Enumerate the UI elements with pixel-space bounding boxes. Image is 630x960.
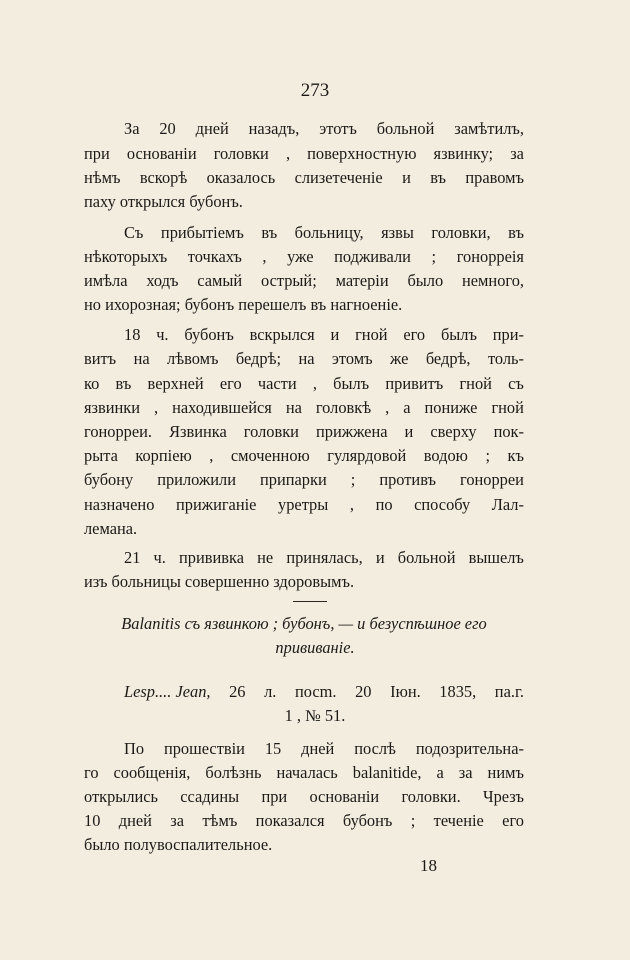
word: 20 [159, 119, 176, 138]
word: По [124, 739, 145, 758]
word: съ [508, 374, 524, 393]
word: , [154, 398, 159, 417]
word: головки [213, 144, 269, 163]
word: прошествіи [163, 739, 245, 758]
word: смоченною [230, 446, 310, 465]
word: оказалось [206, 168, 276, 187]
word: головки, [431, 223, 491, 242]
word: острый; [260, 271, 317, 290]
word: нимъ [487, 763, 524, 782]
word: слизетеченіе [294, 168, 383, 187]
text-line: но ихорозная; бубонъ перешелъ въ нагноеніе. [84, 295, 403, 314]
word: тѣмъ [202, 811, 238, 830]
word: дней [195, 119, 229, 138]
word: на [133, 349, 150, 368]
word: бедрѣ, [425, 349, 471, 368]
word: гулярдовой [327, 446, 407, 465]
word: дней [118, 811, 152, 830]
reference-part: 1835, [439, 682, 477, 701]
word: подживали [334, 247, 411, 266]
word: дней [301, 739, 335, 758]
word: теченіе [433, 811, 484, 830]
word: было [407, 271, 444, 290]
word: ч. [153, 548, 166, 567]
word: ч. [156, 325, 169, 344]
word: и [375, 548, 385, 567]
case-reference-line-1 [124, 682, 524, 702]
word: гонорреи [460, 470, 524, 489]
word: приложили [157, 470, 236, 489]
word: болѣзнь [205, 763, 262, 782]
word: имѣла [84, 271, 128, 290]
word: назначено [84, 495, 155, 514]
word: принялась, [286, 548, 363, 567]
word: этомъ [331, 349, 373, 368]
text-line [84, 469, 524, 491]
word: гонорреія [456, 247, 524, 266]
word: началась [276, 763, 338, 782]
text-line [124, 118, 524, 140]
word: головки. [401, 787, 461, 806]
word: былъ [333, 374, 370, 393]
word: открылись [84, 787, 159, 806]
word: сверху [430, 422, 477, 441]
word: гной [459, 374, 492, 393]
word: показался [255, 811, 325, 830]
text-line [124, 547, 524, 569]
section-heading-line-2: прививаніе. [275, 638, 355, 657]
text-line [84, 373, 524, 395]
text2-line: было полувоспалительное. [84, 835, 273, 854]
reference-part: л. [264, 682, 277, 701]
word: правомъ [465, 168, 524, 187]
text2-line [84, 762, 524, 784]
word: больницу, [294, 223, 364, 242]
word: 21 [124, 548, 141, 567]
word: припарки [260, 470, 327, 489]
word: и [330, 325, 340, 344]
word: былъ [440, 325, 477, 344]
reference-part: Lesp.... Jean, [124, 682, 211, 701]
word: гной [491, 398, 524, 417]
word: же [390, 349, 409, 368]
text-line [84, 397, 524, 419]
text-line [84, 246, 524, 268]
word: его [502, 811, 524, 830]
word: а [436, 763, 444, 782]
text-line [84, 421, 524, 443]
word: не [257, 548, 274, 567]
word: ходъ [146, 271, 179, 290]
word: и [402, 168, 411, 187]
word: ; [410, 811, 416, 830]
word: язвы [381, 223, 414, 242]
word: послѣ [354, 739, 396, 758]
text2-line [84, 810, 524, 832]
word: основаніи [309, 787, 380, 806]
word: при- [492, 325, 524, 344]
text-line [84, 494, 524, 516]
word: головкѣ [315, 398, 372, 417]
word: прижиганіе [176, 495, 257, 514]
word: бубонъ [342, 811, 393, 830]
reference-part: посm. [295, 682, 337, 701]
word: , [312, 374, 317, 393]
signature-mark: 18 [420, 856, 437, 875]
word: Язвинка [169, 422, 227, 441]
word: , [385, 398, 390, 417]
word: въ [261, 223, 278, 242]
text2-line [124, 738, 524, 760]
word: лѣвомъ [167, 349, 219, 368]
word: гной [355, 325, 388, 344]
word: подозрительна- [415, 739, 524, 758]
word: язвинку; [433, 144, 494, 163]
word: его [403, 325, 426, 344]
word: , [349, 495, 354, 514]
word: вскрылся [249, 325, 315, 344]
word: ко [84, 374, 100, 393]
text-line [84, 167, 524, 189]
word: за [170, 811, 185, 830]
word: при [261, 787, 288, 806]
text-line: изъ больницы совершенно здоровымъ. [84, 572, 355, 591]
word: язвинки [84, 398, 141, 417]
word: рыта [84, 446, 118, 465]
page-number: 273 [300, 80, 330, 101]
word: къ [507, 446, 524, 465]
word: ; [431, 247, 437, 266]
word: Съ [124, 223, 144, 242]
text-line [84, 270, 524, 292]
word: и [404, 422, 414, 441]
word: точкахъ [187, 247, 242, 266]
word: вышелъ [468, 548, 524, 567]
word: самый [197, 271, 243, 290]
text-line [124, 222, 524, 244]
word: части [257, 374, 297, 393]
word: корпіею [135, 446, 192, 465]
word: матеріи [335, 271, 389, 290]
word: витъ [84, 349, 117, 368]
word: при [84, 144, 110, 163]
word: назадъ, [248, 119, 300, 138]
word: противъ [379, 470, 436, 489]
section-heading-line-1: Balanitis съ язвинкою ; бубонъ, — и безуспѣшное его [121, 614, 487, 633]
word: больной [397, 548, 456, 567]
word: , [285, 144, 291, 163]
word: 18 [124, 325, 141, 344]
text-line [124, 324, 524, 346]
word: бубонъ [184, 325, 234, 344]
word: способу [414, 495, 471, 514]
word: головки [243, 422, 299, 441]
section-rule [293, 601, 327, 602]
word: а [403, 398, 411, 417]
word: по [375, 495, 393, 514]
word: немного, [462, 271, 524, 290]
word: прививка [179, 548, 244, 567]
word: ; [485, 446, 490, 465]
word: го [84, 763, 99, 782]
word: Чрезъ [482, 787, 524, 806]
word: основаніи [126, 144, 197, 163]
word: водою [423, 446, 468, 465]
word: , [209, 446, 214, 465]
text-line: лемана. [84, 519, 138, 538]
word: , [262, 247, 267, 266]
word: на [298, 349, 315, 368]
word: въ [115, 374, 132, 393]
word: За [124, 119, 140, 138]
word: находившейся [172, 398, 272, 417]
word: въ [430, 168, 447, 187]
word: нѣмъ [84, 168, 121, 187]
word: привитъ [385, 374, 444, 393]
word: пок- [493, 422, 524, 441]
word: за [510, 144, 524, 163]
word: ; [350, 470, 356, 489]
word: замѣтилъ, [454, 119, 524, 138]
text-line: паху открылся бубонъ. [84, 192, 243, 211]
text-line [84, 348, 524, 370]
word: его [219, 374, 242, 393]
word: этотъ [319, 119, 357, 138]
word: бедрѣ; [235, 349, 282, 368]
reference-part: 20 [355, 682, 372, 701]
word: пониже [424, 398, 478, 417]
word: прижжена [316, 422, 388, 441]
word: 10 [84, 811, 101, 830]
reference-part: Iюн. [390, 682, 421, 701]
word: гонорреи. [84, 422, 153, 441]
word: сообщенія, [113, 763, 191, 782]
word: толь- [487, 349, 524, 368]
word: вскорѣ [139, 168, 188, 187]
word: уретры [278, 495, 329, 514]
word: прибытіемъ [160, 223, 244, 242]
word: въ [508, 223, 524, 242]
text2-line [84, 786, 524, 808]
word: 15 [264, 739, 282, 758]
case-reference-line-2: 1 , № 51. [284, 706, 346, 725]
text-line [84, 445, 524, 467]
word: нѣкоторыхъ [84, 247, 168, 266]
word: ссадины [180, 787, 240, 806]
reference-part: па.г. [494, 682, 524, 701]
word: за [458, 763, 473, 782]
word: Лал- [491, 495, 524, 514]
word: на [285, 398, 302, 417]
word: больной [376, 119, 435, 138]
word: balanitide, [352, 763, 422, 782]
text-line [84, 143, 524, 165]
word: верхней [147, 374, 204, 393]
word: поверхностную [307, 144, 417, 163]
word: бубону [84, 470, 134, 489]
reference-part: 26 [229, 682, 246, 701]
word: уже [287, 247, 314, 266]
